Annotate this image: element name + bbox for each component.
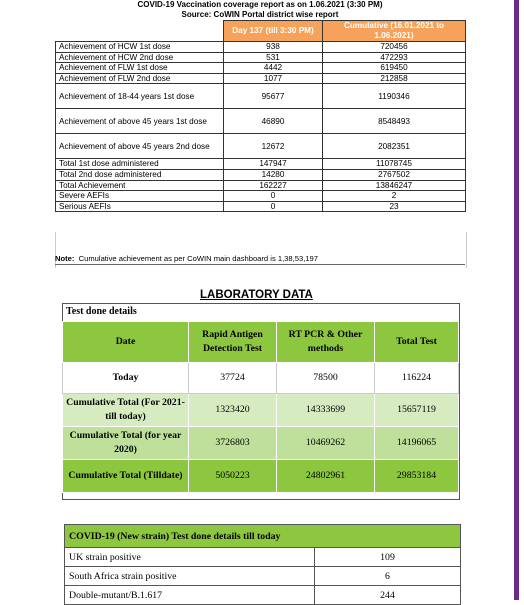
strain-value: 6 xyxy=(315,567,461,586)
vaccination-row xyxy=(56,201,466,212)
vaccination-row-day: 0 xyxy=(224,191,323,202)
vaccination-row xyxy=(56,84,466,109)
lab-row-rat: 5050223 xyxy=(189,460,277,493)
vaccination-row-label: Achievement of above 45 years 1st dose xyxy=(56,109,224,134)
vaccination-row xyxy=(56,109,466,134)
lab-caption: Test done details xyxy=(66,306,137,317)
lab-row-label: Today xyxy=(63,363,189,394)
lab-row-rtpcr: 24802961 xyxy=(277,460,375,493)
vaccination-row-cumulative: 1190346 xyxy=(323,84,466,109)
note-label: Note: xyxy=(55,254,75,263)
vaccination-row xyxy=(56,180,466,191)
vaccination-row-day: 147947 xyxy=(224,159,323,170)
vaccination-row-day: 4442 xyxy=(224,63,323,74)
lab-row xyxy=(63,363,459,394)
lab-title: LABORATORY DATA xyxy=(200,289,313,301)
vaccination-row-label: Achievement of FLW 1st dose xyxy=(56,63,224,74)
vaccination-row xyxy=(56,63,466,74)
vaccination-row-day: 14280 xyxy=(224,169,323,180)
lab-row-total: 15657119 xyxy=(375,394,459,427)
lab-row-label: Cumulative Total (Tilldate) xyxy=(63,460,189,493)
lab-row-total: 29853184 xyxy=(375,460,459,493)
vaccination-row-label: Total Achievement xyxy=(56,180,224,191)
col-day-header: Day 137 (till 3:30 PM) xyxy=(224,21,323,42)
strain-row xyxy=(65,548,461,567)
note-text: Cumulative achievement as per CoWIN main dashboard is 1,38,53,197 xyxy=(78,254,318,263)
lab-row-rat: 37724 xyxy=(189,363,277,394)
lab-row-label: Cumulative Total (for year 2020) xyxy=(63,427,189,460)
lab-header-total: Total Test xyxy=(375,322,459,363)
vaccination-row-day: 0 xyxy=(224,201,323,212)
lab-row xyxy=(63,394,459,427)
vaccination-row-cumulative: 472293 xyxy=(323,52,466,63)
vaccination-row xyxy=(56,73,466,84)
vaccination-row-day: 95677 xyxy=(224,84,323,109)
vaccination-row-label: Achievement of FLW 2nd dose xyxy=(56,73,224,84)
vaccination-row-cumulative: 212858 xyxy=(323,73,466,84)
vaccination-row-label: Severe AEFIs xyxy=(56,191,224,202)
page-border-line xyxy=(514,0,519,600)
vaccination-row-cumulative: 2 xyxy=(323,191,466,202)
vaccination-row-day: 12672 xyxy=(224,134,323,159)
vaccination-row-label: Achievement of HCW 2nd dose xyxy=(56,52,224,63)
strain-section xyxy=(64,524,460,605)
lab-row-rat: 1323420 xyxy=(189,394,277,427)
vaccination-row-label: Serious AEFIs xyxy=(56,201,224,212)
vaccination-row-cumulative: 720456 xyxy=(323,42,466,53)
vaccination-row-day: 531 xyxy=(224,52,323,63)
lab-header-date: Date xyxy=(63,322,189,363)
vaccination-section xyxy=(55,0,465,212)
strain-row xyxy=(65,586,461,605)
vaccination-row-label: Achievement of above 45 years 2nd dose xyxy=(56,134,224,159)
vaccination-row-day: 1077 xyxy=(224,73,323,84)
strain-label: UK strain positive xyxy=(65,548,315,567)
vaccination-row-cumulative: 8548493 xyxy=(323,109,466,134)
vaccination-source: Source: CoWIN Portal district wise report xyxy=(181,10,339,19)
vaccination-row xyxy=(56,134,466,159)
lab-row xyxy=(63,460,459,493)
lab-row-total: 14196065 xyxy=(375,427,459,460)
lab-header-rat: Rapid Antigen Detection Test xyxy=(189,322,277,363)
vaccination-row-day: 46890 xyxy=(224,109,323,134)
vaccination-row-cumulative: 619450 xyxy=(323,63,466,74)
vaccination-row-label: Total 2nd dose administered xyxy=(56,169,224,180)
lab-row-rtpcr: 78500 xyxy=(277,363,375,394)
vaccination-table xyxy=(55,20,466,212)
lab-table xyxy=(62,321,459,493)
lab-row-total: 116224 xyxy=(375,363,459,394)
strain-value: 109 xyxy=(315,548,461,567)
vaccination-row xyxy=(56,52,466,63)
vaccination-row-label: Achievement of 18-44 years 1st dose xyxy=(56,84,224,109)
vaccination-row xyxy=(56,191,466,202)
vaccination-row xyxy=(56,42,466,53)
vaccination-row-cumulative: 11078745 xyxy=(323,159,466,170)
lab-row-rat: 3726803 xyxy=(189,427,277,460)
vaccination-row-day: 938 xyxy=(224,42,323,53)
col-cumulative-header: Cumulative (16.01.2021 to 1.06.2021) xyxy=(323,21,466,42)
strain-value: 244 xyxy=(315,586,461,605)
vaccination-row-label: Total 1st dose administered xyxy=(56,159,224,170)
vaccination-row-label: Achievement of HCW 1st dose xyxy=(56,42,224,53)
lab-section xyxy=(62,303,460,500)
vaccination-row-cumulative: 23 xyxy=(323,201,466,212)
vaccination-row xyxy=(56,159,466,170)
strain-row xyxy=(65,567,461,586)
strain-title: COVID-19 (New strain) Test done details till today xyxy=(65,525,461,548)
strain-table xyxy=(64,524,461,605)
vaccination-title: COVID-19 Vaccination coverage report as on 1.06.2021 (3:30 PM) xyxy=(137,0,383,9)
lab-header-rtpcr: RT PCR & Other methods xyxy=(277,322,375,363)
lab-row xyxy=(63,427,459,460)
lab-row-rtpcr: 14333699 xyxy=(277,394,375,427)
lab-row-rtpcr: 10469262 xyxy=(277,427,375,460)
vaccination-row-cumulative: 2767502 xyxy=(323,169,466,180)
vaccination-row xyxy=(56,169,466,180)
lab-row-label: Cumulative Total (For 2021- till today) xyxy=(63,394,189,427)
vaccination-note xyxy=(55,254,465,265)
strain-label: South Africa strain positive xyxy=(65,567,315,586)
vaccination-row-cumulative: 13846247 xyxy=(323,180,466,191)
vaccination-row-cumulative: 2082351 xyxy=(323,134,466,159)
strain-label: Double-mutant/B.1.617 xyxy=(65,586,315,605)
vaccination-row-day: 162227 xyxy=(224,180,323,191)
